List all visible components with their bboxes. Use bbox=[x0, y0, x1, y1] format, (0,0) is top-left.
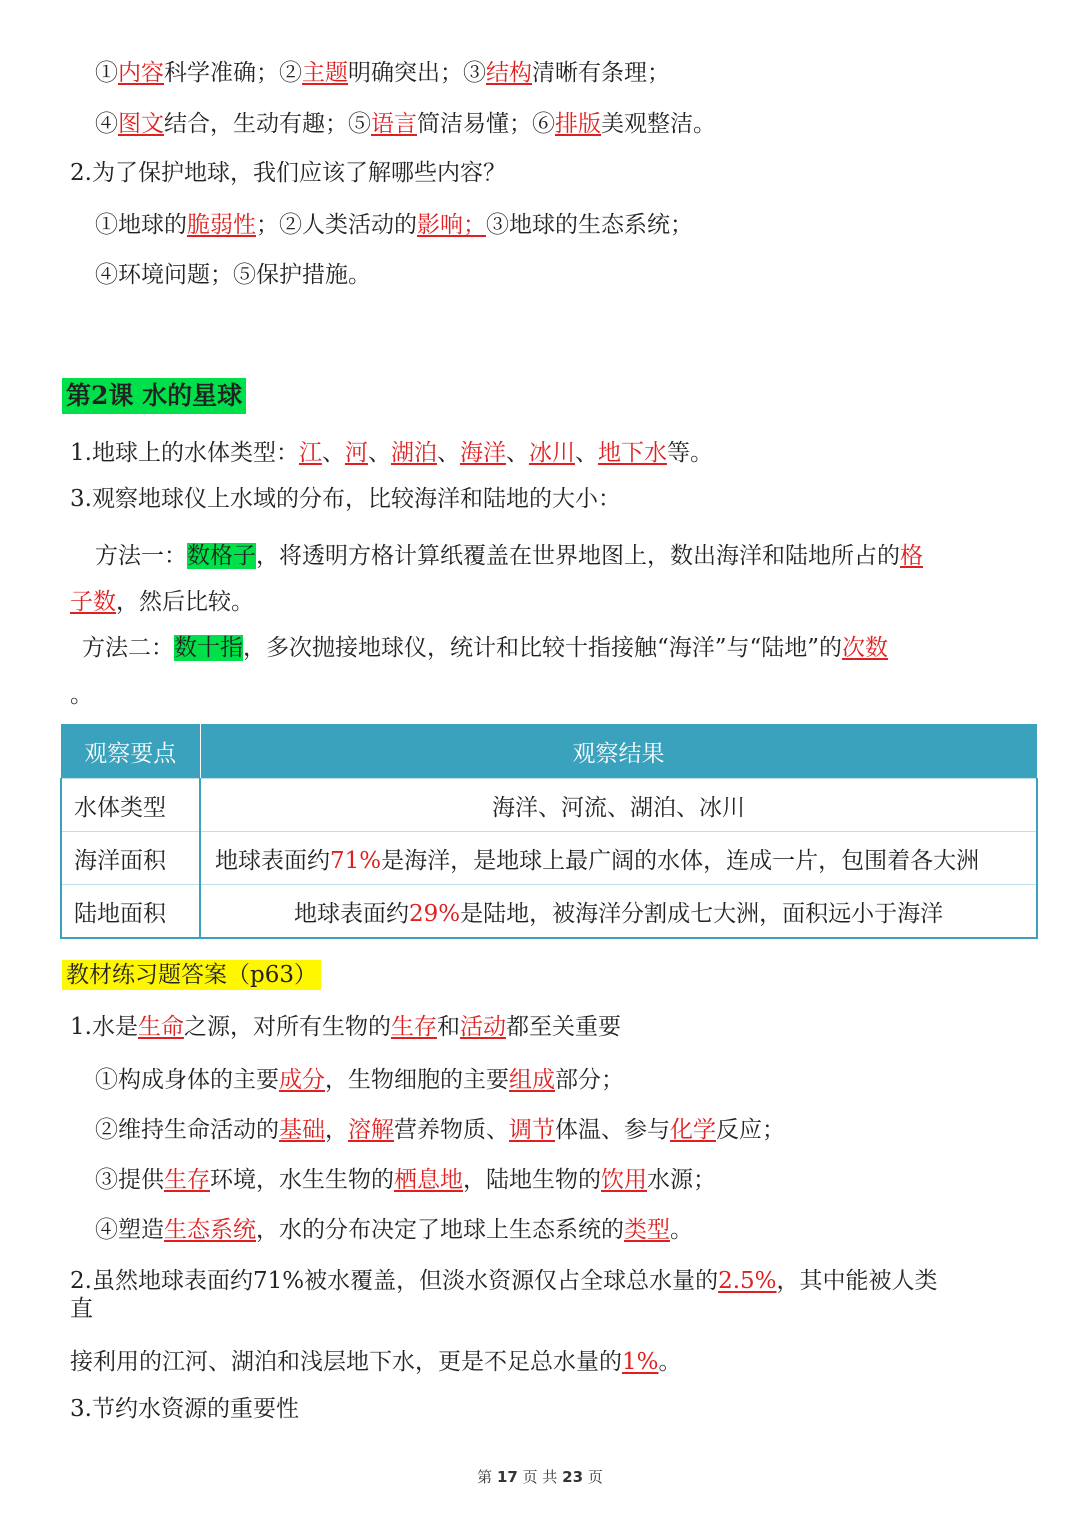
observation-table bbox=[60, 724, 1038, 939]
keyword-answer: 溶解 bbox=[348, 1117, 394, 1143]
keyword-answer: 生存 bbox=[390, 1014, 437, 1040]
footer-prefix: 第 bbox=[477, 1468, 493, 1486]
table-row bbox=[61, 885, 1037, 939]
keyword-answer: 生态系统 bbox=[164, 1217, 256, 1243]
table-cell-point: 海洋面积 bbox=[61, 832, 200, 885]
text-run: 之源，对所有生物的 bbox=[183, 1014, 391, 1040]
footer-total-pages: 23 bbox=[562, 1468, 584, 1486]
text-run: ③地球的生态系统； bbox=[486, 212, 693, 238]
exercise-q3: 3.节约水资源的重要性 bbox=[70, 1396, 299, 1422]
text-run: 、 bbox=[574, 440, 598, 466]
text-run: ① bbox=[95, 60, 118, 86]
percentage-value: 29% bbox=[408, 900, 461, 927]
keyword-answer: 江 bbox=[298, 440, 322, 466]
intro-line-1 bbox=[95, 58, 670, 88]
text-run: ②维持生命活动的 bbox=[95, 1117, 279, 1143]
text-run: ①构成身体的主要 bbox=[95, 1067, 279, 1093]
method-1-line-b bbox=[70, 587, 254, 617]
text-run: 清晰有条理； bbox=[532, 60, 670, 86]
table-row bbox=[61, 779, 1037, 832]
text-run: 是海洋，是地球上最广阔的水体，连成一片，包围着各大洲 bbox=[381, 847, 980, 874]
exercise-q2-line-c bbox=[70, 1347, 682, 1377]
keyword-answer: 湖泊 bbox=[390, 440, 437, 466]
text-run: 海洋、河流、湖泊、冰川 bbox=[492, 794, 745, 821]
keyword-answer: 脆弱性 bbox=[187, 212, 256, 238]
text-run: 美观整洁。 bbox=[601, 111, 716, 137]
table-cell-result bbox=[200, 779, 1037, 832]
keyword-answer: 生存 bbox=[164, 1167, 210, 1193]
text-run: 2.虽然地球表面约71%被水覆盖，但淡水资源仅占全球总水量的 bbox=[70, 1268, 719, 1294]
keyword-answer: 栖息地 bbox=[394, 1167, 463, 1193]
intro-line-3 bbox=[95, 210, 693, 240]
intro-line-4: ④环境问题；⑤保护措施。 bbox=[95, 262, 371, 288]
keyword-answer: 河 bbox=[344, 440, 368, 466]
text-run: 部分； bbox=[555, 1067, 624, 1093]
text-run: 营养物质、 bbox=[394, 1117, 509, 1143]
keyword-answer: 排版 bbox=[555, 111, 601, 137]
text-run: 明确突出；③ bbox=[348, 60, 486, 86]
table-cell-point: 水体类型 bbox=[61, 779, 200, 832]
footer-page-number: 17 bbox=[496, 1468, 518, 1486]
exercise-q2-line-a bbox=[70, 1266, 938, 1296]
text-run: 是陆地，被海洋分割成七大洲，面积远小于海洋 bbox=[460, 900, 944, 927]
keyword-answer: 结构 bbox=[486, 60, 532, 86]
intro-line-2 bbox=[95, 109, 716, 139]
keyword-answer: 格 bbox=[900, 543, 923, 569]
table-cell-point: 陆地面积 bbox=[61, 885, 200, 939]
text-run: ，其中能被人类 bbox=[776, 1268, 938, 1294]
lesson-item-1 bbox=[70, 438, 713, 468]
table-cell-result bbox=[200, 832, 1037, 885]
text-run: ④塑造 bbox=[95, 1217, 164, 1243]
text-run: 和 bbox=[436, 1014, 460, 1040]
keyword-answer: 海洋 bbox=[459, 440, 506, 466]
keyword-answer: 子数 bbox=[70, 589, 116, 615]
text-run: ④ bbox=[95, 111, 118, 137]
keyword-answer: 生命 bbox=[137, 1014, 184, 1040]
text-run: 环境，水生生物的 bbox=[210, 1167, 394, 1193]
table-header-result: 观察结果 bbox=[200, 724, 1037, 779]
keyword-answer: 成分 bbox=[279, 1067, 325, 1093]
method-1-line-a bbox=[95, 541, 923, 571]
text-run: ， bbox=[325, 1117, 348, 1143]
keyword-answer: 冰川 bbox=[528, 440, 575, 466]
keyword-answer: 类型 bbox=[624, 1217, 670, 1243]
text-run: ，生物细胞的主要 bbox=[325, 1067, 509, 1093]
text-run: ，水的分布决定了地球上生态系统的 bbox=[256, 1217, 624, 1243]
text-run: 水源； bbox=[647, 1167, 716, 1193]
table-cell-result bbox=[200, 885, 1037, 939]
keyword-answer: 饮用 bbox=[601, 1167, 647, 1193]
table-header-row bbox=[61, 724, 1037, 779]
text-run: 。 bbox=[658, 1349, 682, 1375]
text-run: 、 bbox=[321, 440, 345, 466]
exercise-a3 bbox=[95, 1165, 716, 1195]
text-run: 地球表面约 bbox=[293, 900, 409, 927]
exercises-heading: 教材练习题答案（p63） bbox=[62, 960, 321, 990]
table-header-point: 观察要点 bbox=[61, 724, 200, 779]
text-run: ①地球的 bbox=[95, 212, 187, 238]
text-run: 1.水是 bbox=[70, 1014, 138, 1040]
keyword-answer: 次数 bbox=[842, 635, 889, 661]
keyword-answer: 调节 bbox=[509, 1117, 555, 1143]
question-2: 2.为了保护地球，我们应该了解哪些内容？ bbox=[70, 160, 506, 186]
text-run: 科学准确；② bbox=[164, 60, 302, 86]
lesson-item-3: 3.观察地球仪上水域的分布，比较海洋和陆地的大小： bbox=[70, 486, 621, 512]
text-run: 都至关重要 bbox=[505, 1014, 621, 1040]
text-run: 简洁易懂；⑥ bbox=[417, 111, 555, 137]
method-2-end: 。 bbox=[70, 682, 93, 708]
lesson-title: 第2课 水的星球 bbox=[62, 378, 246, 414]
keyword-answer: 1% bbox=[622, 1349, 659, 1375]
text-run: 、 bbox=[505, 440, 529, 466]
keyword-answer: 影响； bbox=[417, 212, 486, 238]
text-run: 1.地球上的水体类型： bbox=[70, 440, 299, 466]
keyword-answer: 图文 bbox=[118, 111, 164, 137]
text-run: 。 bbox=[670, 1217, 693, 1243]
text-run: 接利用的江河、湖泊和浅层地下水，更是不足总水量的 bbox=[70, 1349, 622, 1375]
text-run: 方法二： bbox=[82, 635, 174, 661]
exercise-q2-line-b: 直 bbox=[70, 1296, 93, 1322]
text-run: ，多次抛接地球仪，统计和比较十指接触“海洋”与“陆地”的 bbox=[243, 635, 843, 661]
method-2-line bbox=[82, 633, 888, 663]
keyword-answer: 化学 bbox=[670, 1117, 716, 1143]
footer-suffix: 页 bbox=[587, 1468, 603, 1486]
text-run: 、 bbox=[367, 440, 391, 466]
text-run: 地球表面约 bbox=[215, 847, 330, 874]
percentage-value: 71% bbox=[330, 847, 382, 874]
keyword-answer: 2.5% bbox=[718, 1268, 777, 1294]
text-run: ，陆地生物的 bbox=[463, 1167, 601, 1193]
text-run: 、 bbox=[436, 440, 460, 466]
text-run: ③提供 bbox=[95, 1167, 164, 1193]
text-run: 等。 bbox=[666, 440, 713, 466]
text-run: ，将透明方格计算纸覆盖在世界地图上，数出海洋和陆地所占的 bbox=[256, 543, 900, 569]
text-run: ，然后比较。 bbox=[116, 589, 254, 615]
exercise-q1 bbox=[70, 1012, 621, 1042]
text-run: 反应； bbox=[716, 1117, 785, 1143]
footer-middle: 页 共 bbox=[522, 1468, 558, 1486]
text-run: 结合，生动有趣；⑤ bbox=[164, 111, 371, 137]
page-footer bbox=[0, 1466, 1080, 1487]
highlighted-method: 数格子 bbox=[187, 543, 256, 569]
highlighted-method: 数十指 bbox=[174, 635, 243, 661]
keyword-answer: 组成 bbox=[509, 1067, 555, 1093]
exercise-a2 bbox=[95, 1115, 785, 1145]
text-run: 体温、参与 bbox=[555, 1117, 670, 1143]
exercise-a1 bbox=[95, 1065, 624, 1095]
keyword-answer: 活动 bbox=[459, 1014, 506, 1040]
text-run: ；②人类活动的 bbox=[256, 212, 417, 238]
exercise-a4 bbox=[95, 1215, 693, 1245]
table-row bbox=[61, 832, 1037, 885]
keyword-answer: 主题 bbox=[302, 60, 348, 86]
text-run: 方法一： bbox=[95, 543, 187, 569]
keyword-answer: 地下水 bbox=[597, 440, 667, 466]
keyword-answer: 内容 bbox=[118, 60, 164, 86]
keyword-answer: 语言 bbox=[371, 111, 417, 137]
keyword-answer: 基础 bbox=[279, 1117, 325, 1143]
